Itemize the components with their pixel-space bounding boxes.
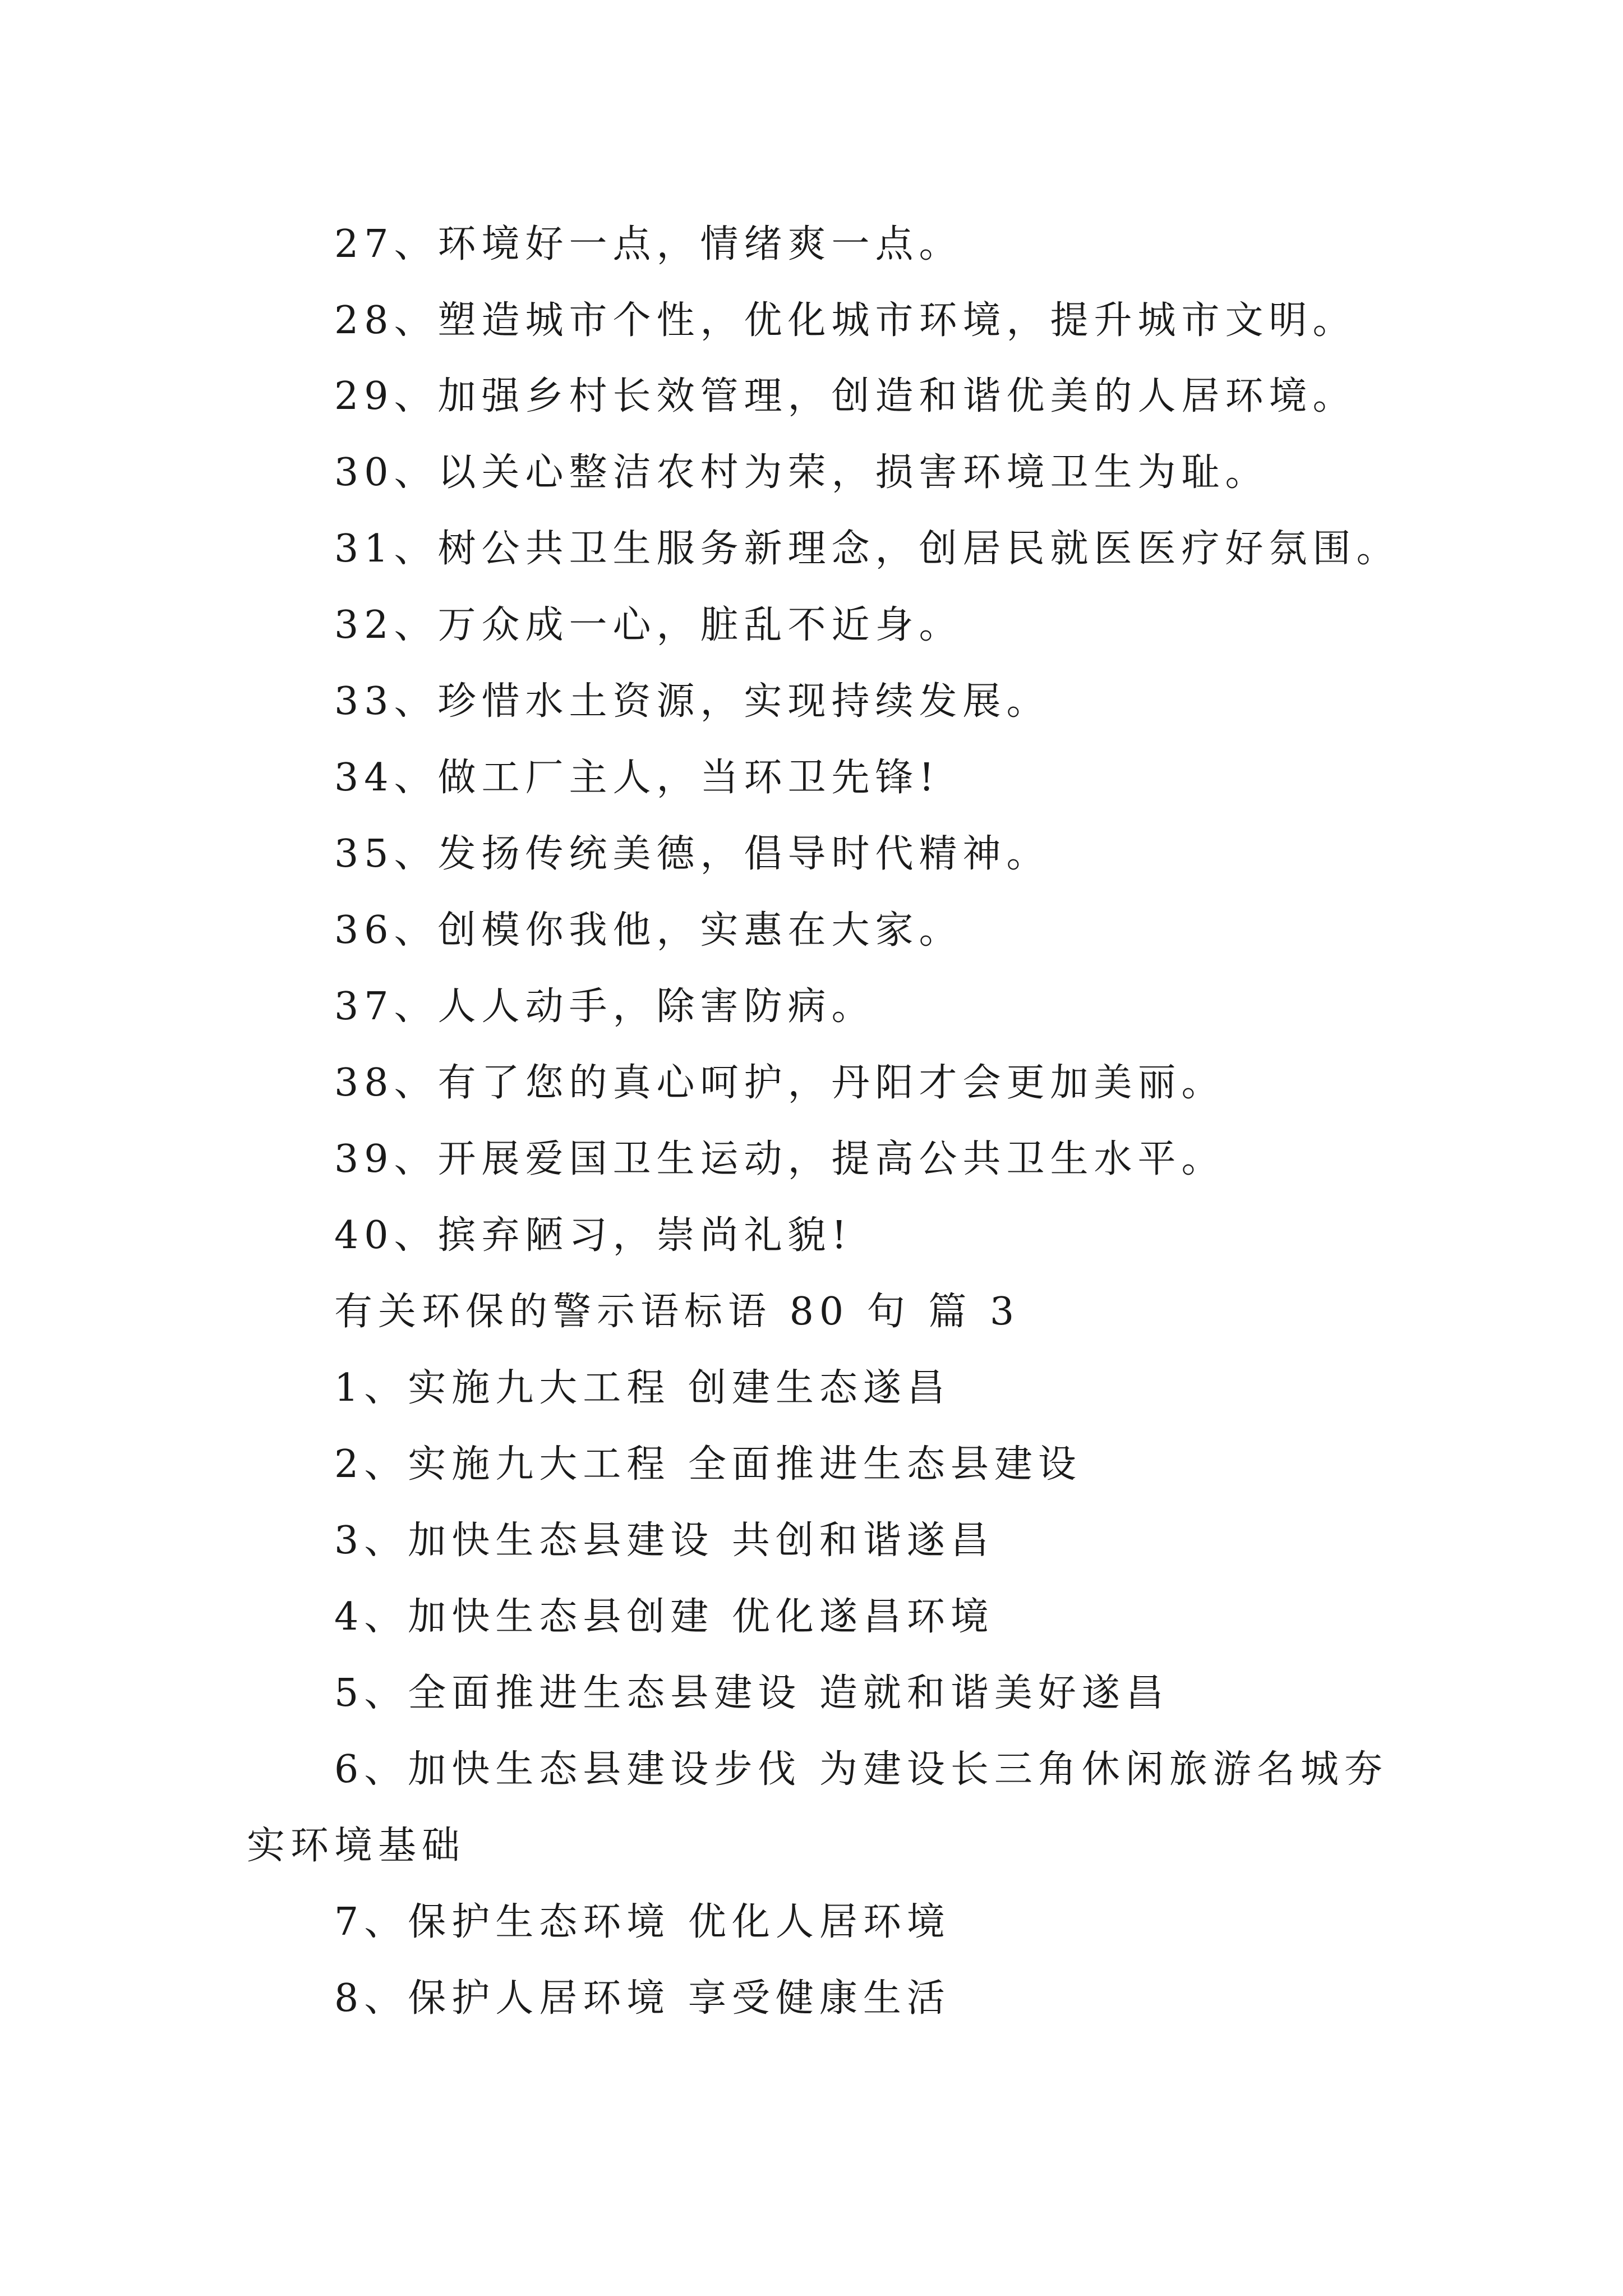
slogan-8: 8、保护人居环境 享受健康生活	[334, 1976, 951, 2021]
slogan-4: 4、加快生态县创建 优化遂昌环境	[334, 1595, 994, 1639]
slogan-40: 40、摈弃陋习，崇尚礼貌!	[334, 1213, 852, 1258]
slogan-2: 2、实施九大工程 全面推进生态县建设	[334, 1442, 1082, 1487]
slogan-36: 36、创模你我他，实惠在大家。	[334, 908, 963, 953]
section-heading: 有关环保的警示语标语 80 句 篇 3	[334, 1290, 1020, 1334]
slogan-38: 38、有了您的真心呵护，丹阳才会更加美丽。	[334, 1061, 1225, 1105]
slogan-29: 29、加强乡村长效管理，创造和谐优美的人居环境。	[334, 374, 1357, 418]
slogan-32: 32、万众成一心，脏乱不近身。	[334, 603, 963, 647]
slogan-1: 1、实施九大工程 创建生态遂昌	[334, 1366, 951, 1410]
slogan-5: 5、全面推进生态县建设 造就和谐美好遂昌	[334, 1671, 1169, 1715]
slogan-31: 31、树公共卫生服务新理念，创居民就医医疗好氛围。	[334, 527, 1400, 571]
slogan-27: 27、环境好一点，情绪爽一点。	[334, 222, 963, 266]
slogan-6: 6、加快生态县建设步伐 为建设长三角休闲旅游名城夯	[334, 1747, 1388, 1792]
slogan-39: 39、开展爱国卫生运动，提高公共卫生水平。	[334, 1137, 1225, 1181]
slogan-3: 3、加快生态县建设 共创和谐遂昌	[334, 1519, 994, 1563]
slogan-33: 33、珍惜水土资源，实现持续发展。	[334, 679, 1050, 724]
slogan-34: 34、做工厂主人，当环卫先锋!	[334, 756, 940, 800]
slogan-30: 30、以关心整洁农村为荣，损害环境卫生为耻。	[334, 450, 1269, 495]
slogan-37: 37、人人动手，除害防病。	[334, 984, 875, 1029]
slogan-6-continuation: 实环境基础	[247, 1824, 466, 1868]
slogan-7: 7、保护生态环境 优化人居环境	[334, 1900, 951, 1944]
slogan-35: 35、发扬传统美德，倡导时代精神。	[334, 832, 1050, 876]
slogan-28: 28、塑造城市个性，优化城市环境，提升城市文明。	[334, 298, 1357, 343]
